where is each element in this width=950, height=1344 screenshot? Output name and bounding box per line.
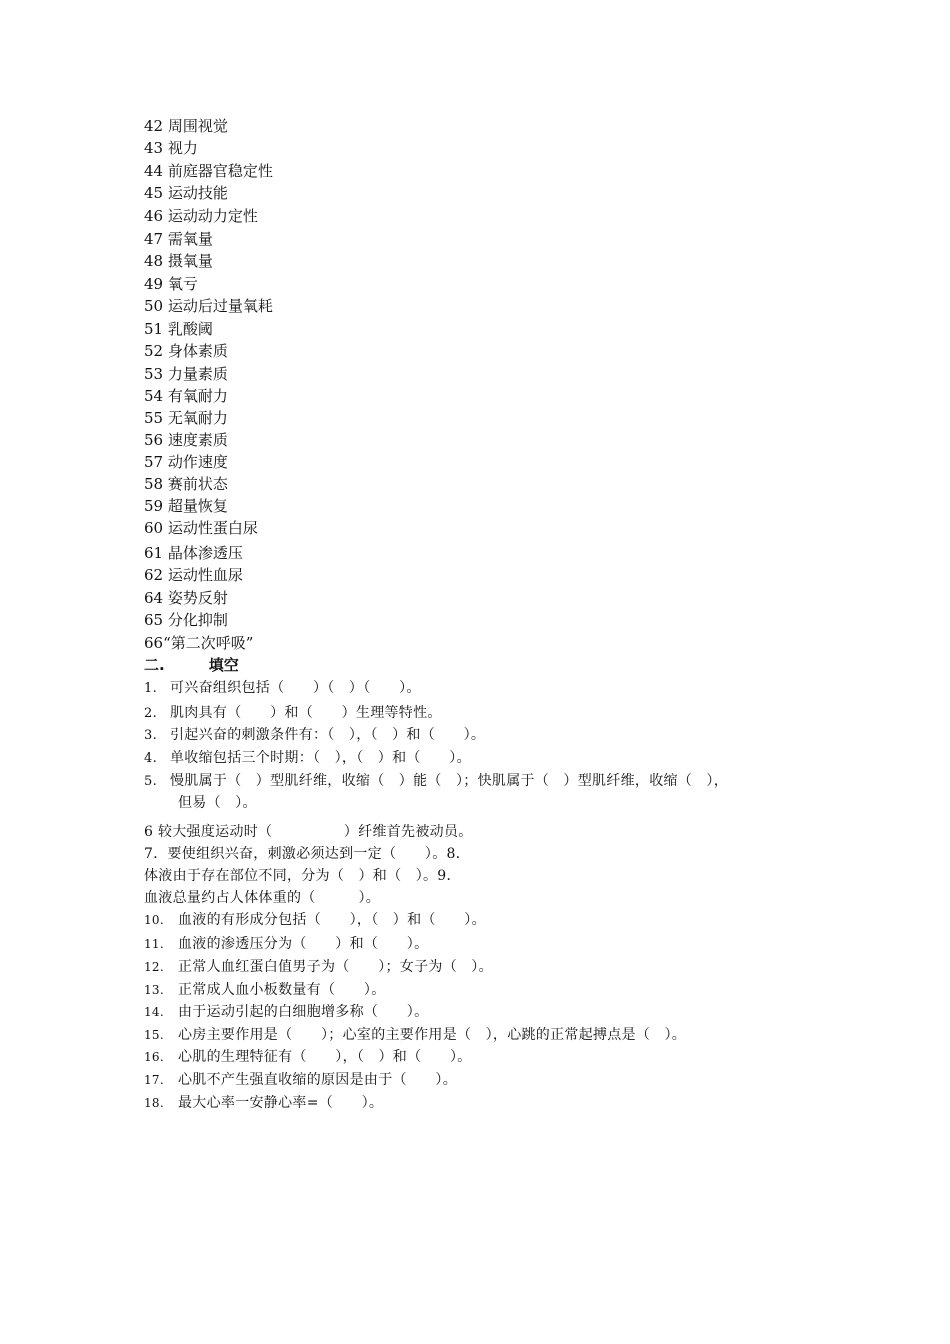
term-number: 66 — [144, 634, 164, 652]
term-item — [144, 566, 243, 584]
term-text: 晶体渗透压 — [167, 544, 243, 562]
question-text: 单收缩包括三个时期：（ ），（ ）和（ ）。 — [170, 750, 471, 766]
term-number: 44 — [144, 162, 164, 180]
term-number: 49 — [144, 275, 164, 293]
question-number: 13. — [144, 983, 164, 997]
term-item — [144, 497, 228, 515]
term-text: 运动动力定性 — [167, 207, 258, 225]
question-item — [144, 981, 386, 999]
question-number: 4. — [144, 751, 158, 766]
term-number: 45 — [144, 184, 164, 202]
section-title: 填空 — [208, 656, 239, 674]
question-number: 10. — [144, 913, 164, 927]
term-number: 52 — [144, 342, 164, 360]
question-number: 5. — [144, 774, 158, 789]
term-text: 速度素质 — [167, 431, 228, 449]
term-item — [144, 387, 228, 405]
term-number: 46 — [144, 207, 164, 225]
question-item — [144, 749, 471, 768]
question-item: 血液总量约占人体体重的（ ）。 — [144, 890, 381, 906]
term-number: 55 — [144, 409, 164, 427]
term-item — [144, 207, 258, 225]
question-item — [144, 679, 421, 698]
question-item — [144, 1048, 472, 1066]
question-number: 18. — [144, 1096, 164, 1110]
question-text: 心肌不产生强直收缩的原因是由于（ ）。 — [178, 1072, 457, 1088]
question-item — [144, 935, 428, 953]
term-text: 力量素质 — [167, 365, 228, 383]
question-item — [144, 1094, 383, 1112]
term-item — [144, 634, 253, 652]
question-text: 慢肌属于（ ）型肌纤维，收缩（ ）能（ ）；快肌属于（ ）型肌纤维，收缩（ ）， — [170, 773, 728, 789]
term-item — [144, 342, 228, 360]
term-text: 摄氧量 — [167, 252, 213, 270]
question-text: 心肌的生理特征有（ ），（ ）和（ ）。 — [178, 1049, 472, 1065]
term-number: 58 — [144, 475, 164, 493]
term-item — [144, 409, 228, 427]
question-text: 血液的渗透压分为（ ）和（ ）。 — [178, 936, 429, 952]
term-number: 59 — [144, 497, 164, 515]
question-text: 心房主要作用是（ ）；心室的主要作用是（ ），心跳的正常起搏点是（ ）。 — [178, 1027, 687, 1043]
question-number: 17. — [144, 1073, 164, 1087]
question-item — [144, 704, 442, 723]
term-item — [144, 117, 228, 135]
term-item — [144, 611, 228, 629]
section-number: 二. — [144, 656, 165, 674]
term-text: 身体素质 — [167, 342, 228, 360]
question-item — [144, 911, 486, 929]
term-text: 周围视觉 — [167, 117, 228, 135]
term-item — [144, 162, 273, 180]
question-text: 由于运动引起的白细胞增多称（ ）。 — [178, 1004, 429, 1020]
term-text: 分化抑制 — [167, 611, 228, 629]
question-item — [144, 1003, 428, 1021]
question-text: 引起兴奋的刺激条件有：（ ），（ ）和（ ）。 — [170, 727, 486, 743]
term-text: 运动后过量氧耗 — [167, 297, 273, 315]
term-number: 61 — [144, 544, 164, 562]
question-text: 可兴奋组织包括（ ）（ ）（ ）。 — [170, 680, 421, 696]
question-text: 肌肉具有（ ）和（ ）生理等特性。 — [170, 705, 442, 721]
term-item — [144, 453, 228, 471]
question-item — [144, 1071, 457, 1089]
question-number: 15. — [144, 1028, 164, 1042]
question-number: 11. — [144, 937, 164, 951]
question-number: 1. — [144, 681, 158, 696]
section-heading — [144, 656, 239, 674]
question-text: 血液的有形成分包括（ ），（ ）和（ ）。 — [178, 912, 486, 928]
term-number: 56 — [144, 431, 164, 449]
question-text: 最大心率一安静心率=（ ）。 — [178, 1095, 384, 1111]
term-item — [144, 365, 228, 383]
term-text: 运动性蛋白尿 — [167, 519, 258, 537]
term-number: 54 — [144, 387, 164, 405]
term-text: 无氧耐力 — [167, 409, 228, 427]
term-number: 48 — [144, 252, 164, 270]
term-item — [144, 519, 258, 537]
term-text: 动作速度 — [167, 453, 228, 471]
term-item — [144, 320, 213, 338]
term-item — [144, 431, 228, 449]
term-number: 60 — [144, 519, 164, 537]
term-text: 视力 — [167, 139, 198, 157]
question-number: 12. — [144, 960, 164, 974]
term-item — [144, 589, 228, 607]
question-item: 6 较大强度运动时（ ）纤维首先被动员。 — [144, 824, 473, 840]
term-text: 需氧量 — [167, 230, 213, 248]
term-number: 57 — [144, 453, 164, 471]
question-item — [144, 958, 493, 976]
term-number: 42 — [144, 117, 164, 135]
term-text: 运动性血尿 — [167, 566, 243, 584]
term-text: 赛前状态 — [167, 475, 228, 493]
term-item — [144, 275, 198, 293]
question-number: 3. — [144, 728, 158, 743]
question-text: 正常人血红蛋白值男子为（ ）；女子为（ ）。 — [178, 959, 493, 975]
term-text: 前庭器官稳定性 — [167, 162, 273, 180]
question-number: 14. — [144, 1005, 164, 1019]
question-item — [144, 1026, 686, 1044]
term-number: 64 — [144, 589, 164, 607]
question-item: 7．要使组织兴奋，刺激必须达到一定（ ）。8． — [144, 846, 471, 862]
term-item — [144, 544, 243, 562]
term-item — [144, 297, 273, 315]
term-number: 53 — [144, 365, 164, 383]
question-item — [144, 726, 485, 745]
term-item — [144, 252, 213, 270]
question-item — [144, 772, 728, 791]
term-item — [144, 184, 228, 202]
term-item — [144, 139, 198, 157]
term-number: 51 — [144, 320, 164, 338]
term-text: 乳酸阈 — [167, 320, 213, 338]
question-number: 2. — [144, 706, 158, 721]
term-text: 氧亏 — [167, 275, 198, 293]
term-text: 超量恢复 — [167, 497, 228, 515]
question-continuation: 但易（ ）。 — [178, 795, 257, 811]
term-number: 47 — [144, 230, 164, 248]
question-item: 体液由于存在部位不同，分为（ ）和（ ）。9． — [144, 868, 461, 884]
question-text: 正常成人血小板数量有（ ）。 — [178, 982, 386, 998]
term-item — [144, 230, 213, 248]
term-text: 有氧耐力 — [167, 387, 228, 405]
term-item — [144, 475, 228, 493]
term-number: 50 — [144, 297, 164, 315]
term-text: 运动技能 — [167, 184, 228, 202]
term-number: 65 — [144, 611, 164, 629]
term-number: 43 — [144, 139, 164, 157]
term-text: “第二次呼吸” — [163, 634, 254, 652]
term-text: 姿势反射 — [167, 589, 228, 607]
term-number: 62 — [144, 566, 164, 584]
question-number: 16. — [144, 1050, 164, 1064]
